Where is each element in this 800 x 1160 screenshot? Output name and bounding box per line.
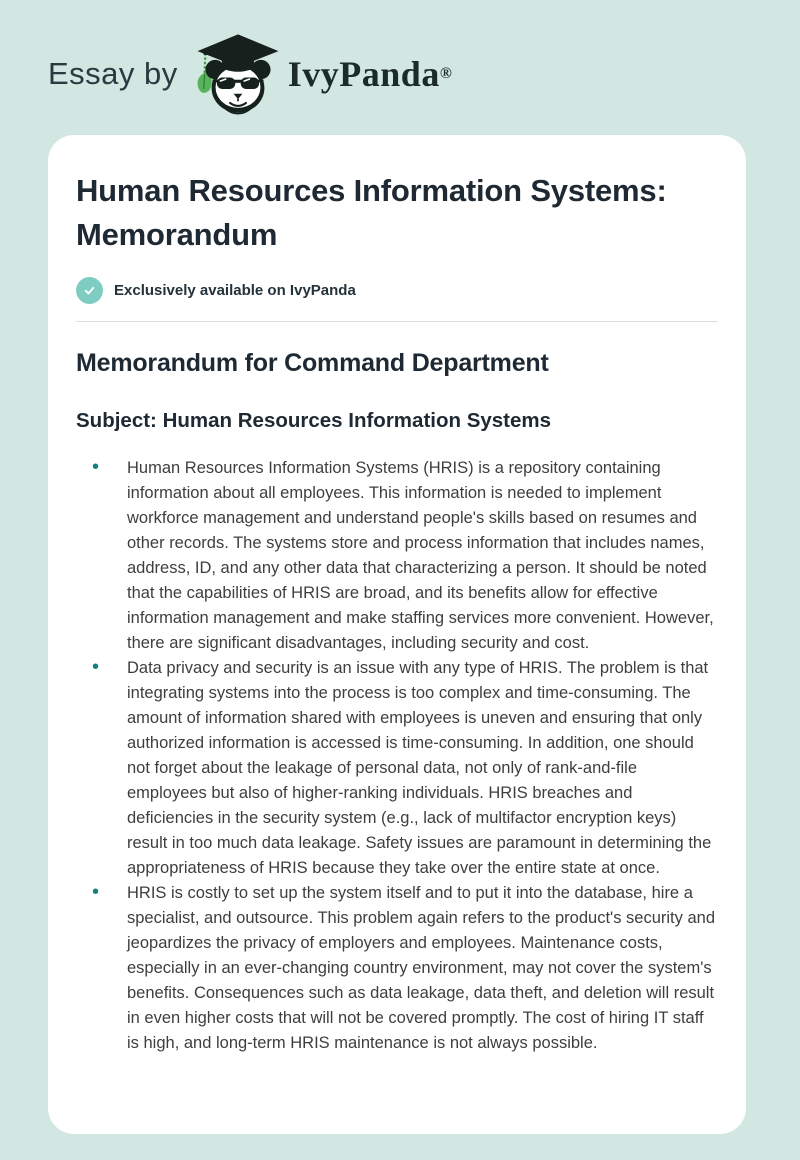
list-item: • HRIS is costly to set up the system itself and to put it into the database, hire a specialist, and outsource. This problem again refers to the product's security and jeopardizes the privacy of employers and employees. Maintenance costs, especially in an ever-changing country environment, may not cover the system's benefits. Consequences such as data leakage, data theft, and deletion will result in even higher costs that will not be covered promptly. The cost of hiring IT staff is high, and long-term HRIS maintenance is not always possible.	[76, 881, 720, 1056]
list-item: • Data privacy and security is an issue with any type of HRIS. The problem is that integrating systems into the process is too complex and time-consuming. The amount of information shared with employees is uneven and ensuring that only authorized information is accessed is time-consuming. In addition, one should not forget about the leakage of personal data, not only of rank-and-file employees but also of higher-ranking individuals. HRIS breaches and deficiencies in the security system (e.g., lack of multifactor encryption keys) result in too much data leakage. Safety issues are paramount in determining the appropriateness of HRIS because they take over the entire state at once.	[76, 656, 720, 881]
brand-name: IvyPanda	[287, 54, 440, 94]
site-header	[0, 0, 800, 120]
exclusive-badge-label: Exclusively available on IvyPanda	[114, 282, 356, 299]
subject-heading: Subject: Human Resources Information Systems	[76, 409, 552, 432]
essay-title: Human Resources Information Systems: Memorandum	[76, 173, 667, 252]
list-item: • Human Resources Information Systems (HRIS) is a repository containing information about all employees. This information is needed to implement workforce management and understand people's skills based on resumes and other records. The systems store and process information that includes names, address, ID, and any other data that characterizing a person. It should be noted that the capabilities of HRIS are broad, and its benefits allow for effective information management and make staffing services more convenient. However, there are significant disadvantages, including security and cost.	[76, 456, 720, 656]
panda-logo-icon	[194, 29, 282, 119]
exclusive-badge	[76, 277, 718, 304]
memo-bullet-list	[76, 456, 720, 1056]
memo-section-heading: Memorandum for Command Department	[76, 349, 549, 377]
ivypanda-logo-link[interactable]	[194, 29, 452, 119]
essay-by-label: Essay by	[48, 56, 178, 91]
divider	[76, 321, 718, 322]
registered-mark: ®	[439, 65, 452, 82]
essay-card	[48, 135, 746, 1134]
check-icon	[76, 277, 103, 304]
